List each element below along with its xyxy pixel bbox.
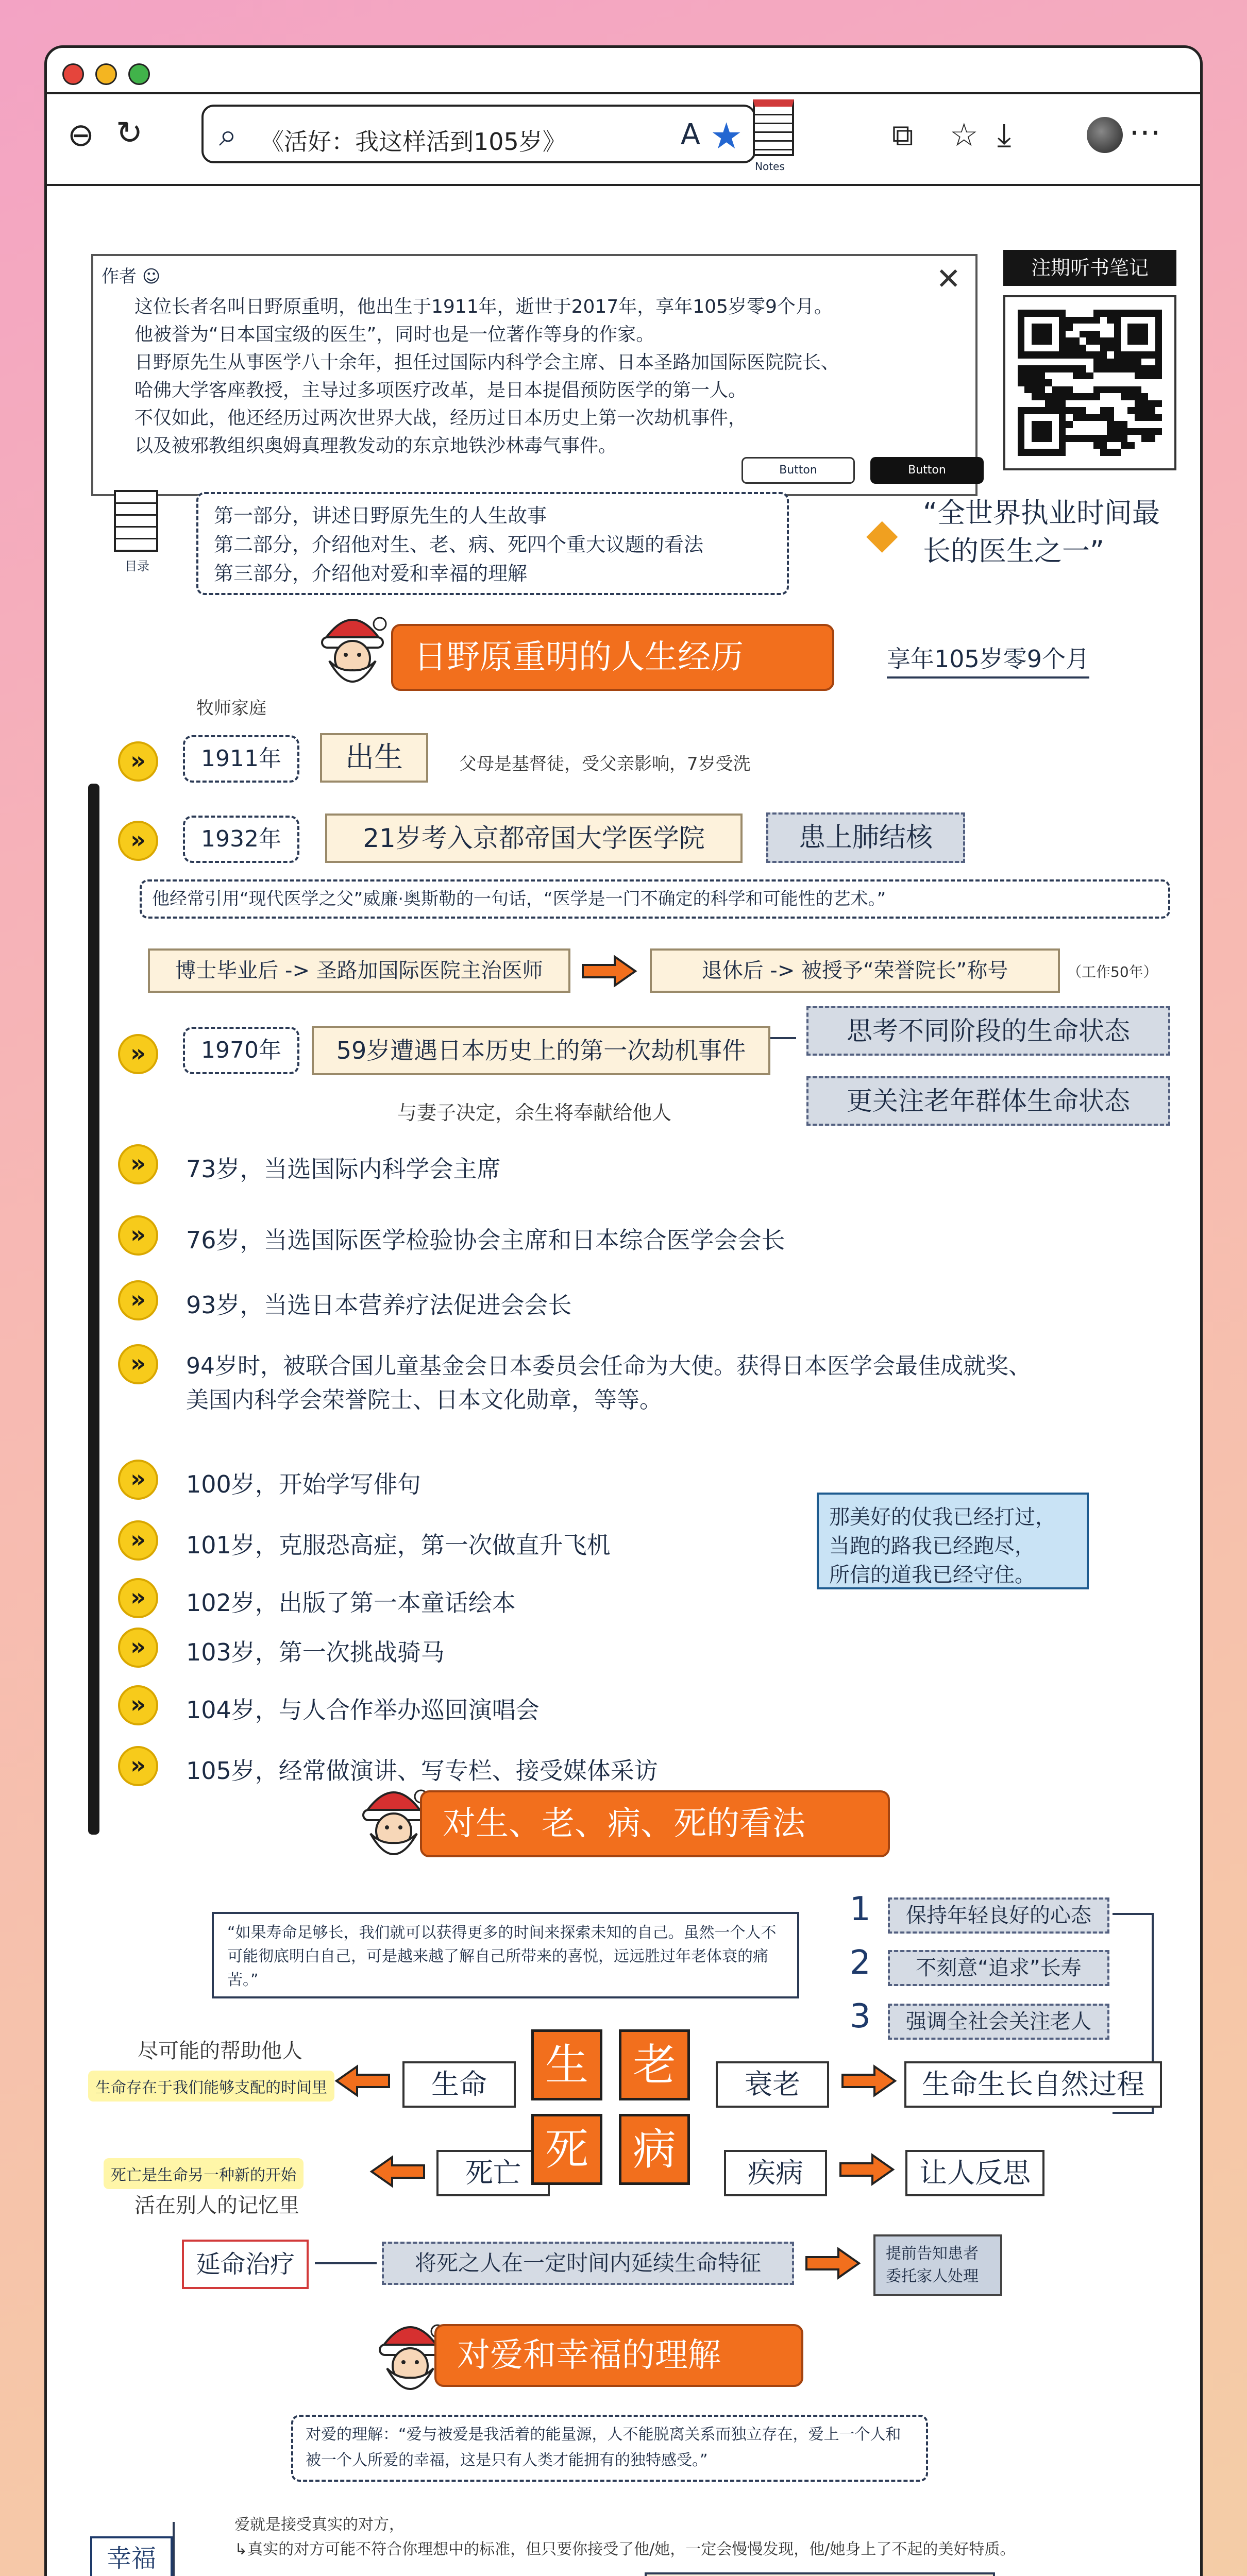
hijack-label: 59岁遭遇日本历史上的第一次劫机事件 bbox=[312, 1026, 770, 1075]
tip-number: 1 bbox=[850, 1890, 871, 1928]
bullet-icon: » bbox=[118, 1746, 158, 1786]
bullet-icon: » bbox=[118, 1520, 158, 1561]
diamond-icon: ◆ bbox=[866, 510, 898, 557]
elderly-focus-tag: 更关注老年群体生命状态 bbox=[806, 1076, 1170, 1126]
true-self-box bbox=[645, 2572, 995, 2576]
life-box: 生命 bbox=[402, 2061, 516, 2108]
death-left-note: 死亡是生命另一种新的开始 bbox=[104, 2158, 304, 2189]
arrow-left-icon bbox=[369, 2155, 426, 2190]
toc-icon bbox=[114, 490, 160, 578]
connector bbox=[315, 2262, 377, 2264]
work-years: （工作50年） bbox=[1067, 963, 1158, 980]
person-icon: ☺ bbox=[142, 266, 161, 287]
toc-item: 第三部分，介绍他对爱和幸福的理解 bbox=[214, 562, 528, 585]
search-icon: ⌕ bbox=[219, 116, 237, 154]
tip-number: 2 bbox=[850, 1944, 871, 1982]
birth-label: 出生 bbox=[320, 733, 428, 783]
bracket bbox=[173, 2522, 224, 2576]
death-box: 死亡 bbox=[436, 2150, 550, 2196]
pastor-family-label: 牧师家庭 bbox=[196, 698, 266, 719]
milestone-100: 100岁，开始学写俳句 bbox=[186, 1470, 421, 1498]
prolong-definition: 将死之人在一定时间内延续生命特征 bbox=[382, 2242, 794, 2285]
bullet-icon: » bbox=[118, 1628, 158, 1668]
osler-quote: 他经常引用“现代医学之父”威廉·奥斯勒的一句话，“医学是一门不确定的科学和可能性的艺术。” bbox=[140, 879, 1170, 919]
university-label: 21岁考入京都帝国大学医学院 bbox=[325, 814, 743, 863]
tip-2: 不刻意“追求”长寿 bbox=[888, 1950, 1109, 1986]
aging-box: 衰老 bbox=[716, 2061, 829, 2108]
birth-note: 父母是基督徒，受父亲影响，7岁受洗 bbox=[459, 754, 751, 774]
milestone-93: 93岁，当选日本营养疗法促进会会长 bbox=[186, 1291, 572, 1319]
bullet-icon: » bbox=[118, 1460, 158, 1500]
read-aloud-icon[interactable]: A bbox=[680, 118, 700, 151]
notes-label: Notes bbox=[755, 160, 785, 173]
tuberculosis-tag: 患上肺结核 bbox=[766, 812, 965, 863]
timeline-bar bbox=[88, 784, 99, 1835]
bullet-icon: » bbox=[118, 821, 158, 861]
milestone-105: 105岁，经常做演讲、写专栏、接受媒体采访 bbox=[186, 1757, 658, 1785]
more-menu-icon[interactable]: ⋯ bbox=[1129, 113, 1161, 150]
arrow-right-icon bbox=[838, 2153, 895, 2188]
qr-code[interactable] bbox=[1003, 295, 1176, 470]
section-title-love: 对爱和幸福的理解 bbox=[434, 2324, 803, 2387]
bing-box: 病 bbox=[619, 2114, 690, 2185]
app-window bbox=[44, 45, 1203, 2576]
reflect-stages-tag: 思考不同阶段的生命状态 bbox=[806, 1006, 1170, 1056]
lifespan-label: 享年105岁零9个月 bbox=[887, 640, 1089, 679]
prolong-treatment: 延命治疗 bbox=[182, 2240, 309, 2289]
bookmark-star-icon[interactable]: ★ bbox=[710, 115, 743, 157]
section-title-life: 日野原重明的人生经历 bbox=[391, 624, 834, 691]
milestone-103: 103岁，第一次挑战骑马 bbox=[186, 1638, 445, 1666]
bullet-icon: » bbox=[118, 1034, 158, 1074]
favorites-icon[interactable]: ☆ bbox=[950, 116, 979, 154]
happiness-line-1: 爱就是接受真实的对方， bbox=[234, 2516, 405, 2534]
milestone-102: 102岁，出版了第一本童话绘本 bbox=[186, 1589, 516, 1617]
notify-family: 提前告知患者委托家人处理 bbox=[873, 2234, 1002, 2296]
bullet-icon: » bbox=[118, 1280, 158, 1320]
tip-number: 3 bbox=[850, 1997, 871, 2036]
santa-icon bbox=[314, 604, 391, 692]
reflect-box: 让人反思 bbox=[905, 2150, 1044, 2196]
back-icon[interactable]: ⊖ bbox=[68, 116, 94, 154]
bullet-icon: » bbox=[118, 741, 158, 782]
milestone-94-cont: 美国内科学会荣誉院士、日本文化勋章，等等。 bbox=[186, 1387, 662, 1413]
extensions-icon[interactable]: ⧉ bbox=[892, 117, 914, 152]
toc-box bbox=[196, 492, 789, 595]
primary-button[interactable]: Button bbox=[870, 457, 984, 484]
longevity-quote: “如果寿命足够长，我们就可以获得更多的时间来探索未知的自己。虽然一个人不可能彻底明白自己，可是越来越了解自己所带来的喜悦，远远胜过年老体衰的痛苦。” bbox=[212, 1912, 799, 1998]
memory-note: 活在别人的记忆里 bbox=[134, 2194, 299, 2217]
section-title-views: 对生、老、病、死的看法 bbox=[420, 1790, 890, 1857]
arrow-right-icon bbox=[804, 2247, 861, 2282]
milestone-94: 94岁时，被联合国儿童基金会日本委员会任命为大使。获得日本医学会最佳成就奖、 bbox=[186, 1353, 1031, 1379]
life-left-note: 生命存在于我们能够支配的时间里 bbox=[88, 2071, 334, 2102]
career-after-phd: 博士毕业后 -> 圣路加国际医院主治医师 bbox=[148, 948, 570, 993]
arrow-right-icon bbox=[840, 2064, 897, 2099]
milestone-101: 101岁，克服恐高症，第一次做直升飞机 bbox=[186, 1531, 611, 1559]
minimize-window-button[interactable] bbox=[95, 63, 117, 85]
milestone-104: 104岁，与人合作举办巡回演唱会 bbox=[186, 1696, 540, 1724]
milestone-76: 76岁，当选国际医学检验协会主席和日本综合医学会会长 bbox=[186, 1226, 785, 1254]
year-1970: 1970年 bbox=[183, 1027, 299, 1074]
author-card bbox=[91, 254, 978, 496]
career-after-retire: 退休后 -> 被授予“荣誉院长”称号 bbox=[650, 948, 1060, 993]
toc-item: 第二部分，介绍他对生、老、病、死四个重大议题的看法 bbox=[214, 533, 704, 556]
bullet-icon: » bbox=[118, 1215, 158, 1256]
address-bar[interactable] bbox=[201, 105, 756, 163]
download-icon[interactable]: ⤓ bbox=[997, 116, 1012, 154]
year-1911: 1911年 bbox=[183, 735, 299, 783]
bullet-icon: » bbox=[118, 1578, 158, 1618]
close-icon[interactable]: ✕ bbox=[936, 261, 961, 296]
milestone-73: 73岁，当选国际内科学会主席 bbox=[186, 1155, 501, 1183]
qr-label: 注期听书笔记 bbox=[1003, 250, 1176, 286]
connector bbox=[770, 1037, 796, 1039]
secondary-button[interactable]: Button bbox=[742, 457, 855, 484]
year-1932: 1932年 bbox=[183, 816, 299, 863]
bullet-icon: » bbox=[118, 1144, 158, 1184]
bullet-icon: » bbox=[118, 1344, 158, 1384]
close-window-button[interactable] bbox=[62, 63, 84, 85]
maximize-window-button[interactable] bbox=[128, 63, 150, 85]
tip-1: 保持年轻良好的心态 bbox=[888, 1897, 1109, 1934]
sheng-box: 生 bbox=[531, 2029, 602, 2100]
toc-label: 目录 bbox=[125, 559, 149, 573]
author-bio: 这位长者名叫日野原重明，他出生于1911年，逝世于2017年，享年105岁零9个月。 他被誉为“日本国宝级的医生”，同时也是一位著作等身的作家。 日野原先生从事医学八十余年，担任过国际内科学会主席、日本圣路加国际医院院长、 哈佛大学客座教授，主导过多项医疗改革，是日本提倡预防医学的第一人。 不仅如此，他还经历过两次世界大战，经历过日本历史上第一次劫机事件， 以及被邪教组织奥姆真理教发动的东京地铁沙林毒气事件。 bbox=[134, 296, 840, 456]
bullet-icon: » bbox=[118, 1685, 158, 1725]
natural-process-box: 生命生长自然过程 bbox=[904, 2061, 1162, 2108]
arrow-left-icon bbox=[334, 2064, 391, 2099]
avatar[interactable] bbox=[1087, 117, 1123, 153]
author-label: 作者 ☺ bbox=[102, 266, 161, 287]
notes-icon[interactable] bbox=[746, 96, 802, 179]
address-text: 《活好：我这样活到105岁》 bbox=[260, 128, 566, 156]
verse-note: 那美好的仗我已经打过， 当跑的路我已经跑尽， 所信的道我已经守住。 bbox=[817, 1493, 1089, 1589]
lao-box: 老 bbox=[619, 2029, 690, 2100]
happiness-line-2: ↳真实的对方可能不符合你理想中的标准，但只要你接受了他/她，一定会慢慢发现，他/她身上了不起的美好特质。 bbox=[234, 2540, 1016, 2558]
si-box: 死 bbox=[531, 2114, 602, 2185]
illness-box: 疾病 bbox=[724, 2150, 827, 2196]
hijack-note: 与妻子决定，余生将奉献给他人 bbox=[397, 1101, 672, 1124]
arrow-right-icon bbox=[581, 955, 637, 990]
tip-3: 强调全社会关注老人 bbox=[888, 2004, 1109, 2040]
happiness-box: 幸福 bbox=[90, 2536, 173, 2576]
toc-item: 第一部分，讲述日野原先生的人生故事 bbox=[214, 504, 547, 527]
love-understanding: 对爱的理解：“爱与被爱是我活着的能量源，人不能脱离关系而独立存在，爱上一个人和被一个人所爱的幸福，这是只有人类才能拥有的独特感受。” bbox=[291, 2415, 928, 2482]
title-bar bbox=[47, 48, 1200, 94]
headline-quote: “全世界执业时间最长的医生之一” bbox=[923, 497, 1160, 567]
help-others: 尽可能的帮助他人 bbox=[138, 2039, 302, 2063]
reload-icon[interactable]: ↻ bbox=[116, 114, 143, 151]
